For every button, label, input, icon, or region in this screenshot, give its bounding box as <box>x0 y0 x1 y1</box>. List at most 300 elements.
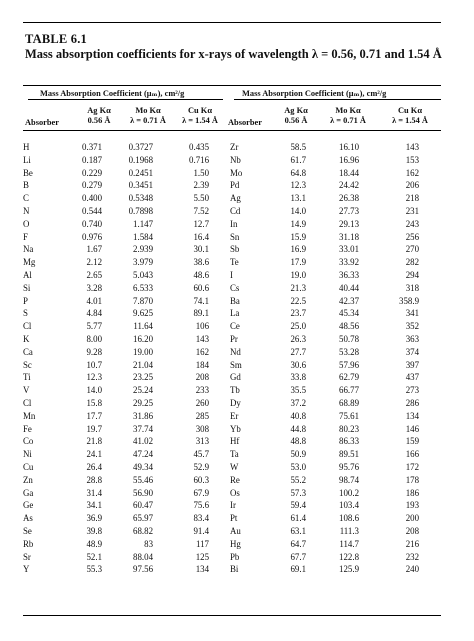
mo-value-cell: 1.584 <box>133 231 153 242</box>
header-top-rule <box>23 85 441 86</box>
mo-value-cell: 7.870 <box>133 295 153 306</box>
cu-value-cell: 12.7 <box>193 218 209 229</box>
element-cell: C <box>23 193 29 204</box>
cu-value-cell: 162 <box>195 346 209 357</box>
mo-value-cell: 37.74 <box>133 423 153 434</box>
top-rule <box>23 22 441 23</box>
ag-value-cell: 14.9 <box>290 218 306 229</box>
ag-value-cell: 1.67 <box>86 244 102 255</box>
mo-value-cell: 33.92 <box>339 257 359 268</box>
ag-value-cell: 0.400 <box>82 193 102 204</box>
ag-value-cell: 33.8 <box>290 372 306 383</box>
ag-value-cell: 3.28 <box>86 282 102 293</box>
ag-value-cell: 26.3 <box>290 333 306 344</box>
cu-value-cell: 60.6 <box>193 282 209 293</box>
mo-value-cell: 80.23 <box>339 423 359 434</box>
cu-value-cell: 240 <box>405 564 419 575</box>
ag-value-cell: 50.9 <box>290 449 306 460</box>
element-cell: Pt <box>230 513 238 524</box>
element-cell: Cd <box>230 205 241 216</box>
cu-value-cell: 52.9 <box>193 461 209 472</box>
mo-value-cell: 2.939 <box>133 244 153 255</box>
table-row <box>23 192 441 205</box>
ag-value-cell: 55.2 <box>290 474 306 485</box>
element-cell: Ni <box>23 449 32 460</box>
cu-value-cell: 146 <box>405 423 419 434</box>
element-cell: Hg <box>230 538 241 549</box>
ag-value-cell: 19.0 <box>290 269 306 280</box>
ag-value-cell: 4.84 <box>86 308 102 319</box>
mo-value-cell: 23.25 <box>133 372 153 383</box>
element-cell: Nb <box>230 154 241 165</box>
mo-header-left: Mo Kα λ = 0.71 Å <box>130 106 166 125</box>
mo-value-cell: 75.61 <box>339 410 359 421</box>
element-cell: Ge <box>23 500 34 511</box>
table-row <box>23 243 441 256</box>
ag-value-cell: 13.1 <box>290 193 306 204</box>
cu-value-cell: 7.52 <box>193 205 209 216</box>
ag-value-cell: 14.0 <box>290 205 306 216</box>
ag-value-cell: 53.0 <box>290 461 306 472</box>
table-row <box>23 474 441 487</box>
element-cell: Al <box>23 269 32 280</box>
element-cell: H <box>23 142 30 152</box>
element-cell: Si <box>23 282 31 293</box>
element-cell: N <box>23 205 30 216</box>
element-cell: As <box>23 513 33 524</box>
table-row <box>23 384 441 397</box>
mo-value-cell: 41.02 <box>133 436 153 447</box>
table-row <box>23 295 441 308</box>
element-cell: Sr <box>23 551 31 562</box>
element-cell: In <box>230 218 238 229</box>
mo-value-cell: 60.47 <box>133 500 153 511</box>
absorber-header-left: Absorber <box>25 118 59 127</box>
element-cell: Gd <box>230 372 241 383</box>
ag-value-cell: 17.7 <box>86 410 102 421</box>
ag-value-cell: 23.7 <box>290 308 306 319</box>
cu-value-cell: 294 <box>405 269 419 280</box>
mo-value-cell: 9.625 <box>133 308 153 319</box>
element-cell: P <box>23 295 28 306</box>
mo-value-cell: 66.77 <box>339 385 359 396</box>
cu-value-cell: 162 <box>405 167 419 178</box>
ag-value-cell: 57.3 <box>290 487 306 498</box>
ag-value-cell: 0.740 <box>82 218 102 229</box>
element-cell: Dy <box>230 397 241 408</box>
table-row <box>23 359 441 372</box>
mo-value-cell: 86.33 <box>339 436 359 447</box>
element-cell: Os <box>230 487 240 498</box>
element-cell: Ca <box>23 346 33 357</box>
table-row <box>23 333 441 346</box>
bottom-rule <box>23 615 441 616</box>
table-row <box>23 320 441 333</box>
table-row <box>23 461 441 474</box>
ag-value-cell: 48.9 <box>86 538 102 549</box>
mo-value-cell: 95.76 <box>339 461 359 472</box>
mo-value-cell: 89.51 <box>339 449 359 460</box>
ag-value-cell: 36.9 <box>86 513 102 524</box>
cu-value-cell: 282 <box>405 257 419 268</box>
element-cell: Hf <box>230 436 240 447</box>
ag-value-cell: 10.7 <box>86 359 102 370</box>
ag-value-cell: 25.0 <box>290 321 306 332</box>
mo-value-cell: 3.979 <box>133 257 153 268</box>
group-rule-right <box>234 99 441 100</box>
element-cell: I <box>230 269 233 280</box>
table-row <box>23 487 441 500</box>
mo-value-cell: 27.73 <box>339 205 359 216</box>
element-cell: F <box>23 231 28 242</box>
cu-value-cell: 1.50 <box>193 167 209 178</box>
cu-value-cell: 231 <box>405 205 419 216</box>
ag-value-cell: 4.01 <box>86 295 102 306</box>
mo-value-cell: 29.25 <box>133 397 153 408</box>
ag-value-cell: 2.12 <box>86 257 102 268</box>
table-row <box>23 525 441 538</box>
ag-value-cell: 15.8 <box>86 397 102 408</box>
ag-value-cell: 58.5 <box>290 142 306 152</box>
table-row <box>23 307 441 320</box>
table-row <box>23 435 441 448</box>
mo-value-cell: 6.533 <box>133 282 153 293</box>
cu-value-cell: 89.1 <box>193 308 209 319</box>
cu-value-cell: 206 <box>405 180 419 191</box>
cu-value-cell: 308 <box>195 423 209 434</box>
cu-value-cell: 159 <box>405 436 419 447</box>
ag-value-cell: 64.7 <box>290 538 306 549</box>
group-header-right: Mass Absorption Coefficient (μₘ), cm²/g <box>242 89 387 98</box>
mo-value-cell: 11.64 <box>133 321 153 332</box>
element-cell: O <box>23 218 30 229</box>
cu-value-cell: 143 <box>195 333 209 344</box>
element-cell: Zr <box>230 142 239 152</box>
ag-value-cell: 31.4 <box>86 487 102 498</box>
cu-value-cell: 273 <box>405 385 419 396</box>
element-cell: Ag <box>230 193 241 204</box>
cu-value-cell: 38.6 <box>193 257 209 268</box>
cu-value-cell: 243 <box>405 218 419 229</box>
cu-value-cell: 313 <box>195 436 209 447</box>
ag-value-cell: 37.2 <box>290 397 306 408</box>
element-cell: Be <box>23 167 33 178</box>
ag-value-cell: 35.5 <box>290 385 306 396</box>
element-cell: W <box>230 461 239 472</box>
cu-value-cell: 437 <box>405 372 419 383</box>
table-row <box>23 154 441 167</box>
mo-value-cell: 83 <box>144 538 153 549</box>
element-cell: La <box>230 308 240 319</box>
mo-value-cell: 24.42 <box>339 180 359 191</box>
cu-value-cell: 125 <box>195 551 209 562</box>
cu-value-cell: 193 <box>405 500 419 511</box>
table-row <box>23 231 441 244</box>
mo-value-cell: 114.7 <box>339 538 359 549</box>
ag-value-cell: 55.3 <box>86 564 102 575</box>
ag-value-cell: 27.7 <box>290 346 306 357</box>
cu-value-cell: 134 <box>195 564 209 575</box>
element-cell: Er <box>230 410 239 421</box>
element-cell: S <box>23 308 28 319</box>
ag-value-cell: 9.28 <box>86 346 102 357</box>
ag-value-cell: 26.4 <box>86 461 102 472</box>
element-cell: Na <box>23 244 34 255</box>
table-row <box>23 179 441 192</box>
ag-value-cell: 8.00 <box>86 333 102 344</box>
element-cell: K <box>23 333 30 344</box>
element-cell: B <box>23 180 29 191</box>
ag-value-cell: 34.1 <box>86 500 102 511</box>
element-cell: Ga <box>23 487 34 498</box>
mo-value-cell: 42.37 <box>339 295 359 306</box>
mo-value-cell: 21.04 <box>133 359 153 370</box>
table-row <box>23 205 441 218</box>
mo-value-cell: 16.10 <box>339 142 359 152</box>
mo-value-cell: 103.4 <box>339 500 359 511</box>
cu-value-cell: 143 <box>405 142 419 152</box>
ag-value-cell: 16.9 <box>290 244 306 255</box>
element-cell: Ta <box>230 449 239 460</box>
cu-value-cell: 216 <box>405 538 419 549</box>
mo-value-cell: 122.8 <box>339 551 359 562</box>
element-cell: Mg <box>23 257 36 268</box>
mo-value-cell: 19.00 <box>133 346 153 357</box>
element-cell: Cl <box>23 321 32 332</box>
element-cell: Sc <box>23 359 32 370</box>
cu-value-cell: 397 <box>405 359 419 370</box>
element-cell: Co <box>23 436 34 447</box>
table-row <box>23 563 441 576</box>
element-cell: Au <box>230 525 241 536</box>
element-cell: Y <box>23 564 30 575</box>
cu-value-cell: 2.39 <box>193 180 209 191</box>
mo-value-cell: 16.96 <box>339 154 359 165</box>
element-cell: Sb <box>230 244 240 255</box>
element-cell: Pr <box>230 333 238 344</box>
ag-value-cell: 14.0 <box>86 385 102 396</box>
mo-value-cell: 57.96 <box>339 359 359 370</box>
header-bottom-rule <box>23 130 441 131</box>
ag-value-cell: 0.229 <box>82 167 102 178</box>
element-cell: Bi <box>230 564 239 575</box>
element-cell: Sm <box>230 359 242 370</box>
table-row <box>23 397 441 410</box>
ag-value-cell: 64.8 <box>290 167 306 178</box>
cu-value-cell: 48.6 <box>193 269 209 280</box>
ag-value-cell: 30.6 <box>290 359 306 370</box>
table-row <box>23 551 441 564</box>
element-cell: Nd <box>230 346 241 357</box>
mo-value-cell: 47.24 <box>133 449 153 460</box>
element-cell: Cu <box>23 461 34 472</box>
mo-value-cell: 0.3727 <box>128 142 153 152</box>
absorber-header-right: Absorber <box>228 118 262 127</box>
ag-value-cell: 12.3 <box>86 372 102 383</box>
mo-value-cell: 29.13 <box>339 218 359 229</box>
mo-value-cell: 26.38 <box>339 193 359 204</box>
mo-value-cell: 108.6 <box>339 513 359 524</box>
cu-value-cell: 218 <box>405 193 419 204</box>
ag-value-cell: 61.4 <box>290 513 306 524</box>
cu-value-cell: 184 <box>195 359 209 370</box>
table-caption: Mass absorption coefficients for x-rays of wavelength λ = 0.56, 0.71 and 1.54 Å <box>25 47 442 61</box>
ag-value-cell: 24.1 <box>86 449 102 460</box>
mo-value-cell: 50.78 <box>339 333 359 344</box>
mo-value-cell: 98.74 <box>339 474 359 485</box>
ag-value-cell: 0.279 <box>82 180 102 191</box>
cu-value-cell: 134 <box>405 410 419 421</box>
ag-value-cell: 17.9 <box>290 257 306 268</box>
mo-value-cell: 16.20 <box>133 333 153 344</box>
mo-value-cell: 62.79 <box>339 372 359 383</box>
ag-value-cell: 15.9 <box>290 231 306 242</box>
element-cell: Yb <box>230 423 241 434</box>
cu-value-cell: 117 <box>196 538 209 549</box>
cu-value-cell: 16.4 <box>193 231 209 242</box>
ag-value-cell: 22.5 <box>290 295 306 306</box>
cu-value-cell: 5.50 <box>193 193 209 204</box>
mo-value-cell: 45.34 <box>339 308 359 319</box>
table-label: TABLE 6.1 <box>25 32 87 46</box>
mo-value-cell: 48.56 <box>339 321 359 332</box>
cu-value-cell: 91.4 <box>193 525 209 536</box>
ag-value-cell: 21.8 <box>86 436 102 447</box>
element-cell: Re <box>230 474 240 485</box>
cu-value-cell: 208 <box>405 525 419 536</box>
ag-value-cell: 39.8 <box>86 525 102 536</box>
cu-value-cell: 106 <box>195 321 209 332</box>
mo-value-cell: 31.18 <box>339 231 359 242</box>
ag-value-cell: 48.8 <box>290 436 306 447</box>
mo-value-cell: 68.89 <box>339 397 359 408</box>
cu-value-cell: 0.435 <box>189 142 209 152</box>
cu-value-cell: 83.4 <box>193 513 209 524</box>
mo-header-right: Mo Kα λ = 0.71 Å <box>330 106 366 125</box>
mo-value-cell: 25.24 <box>133 385 153 396</box>
mo-value-cell: 55.46 <box>133 474 153 485</box>
element-cell: Se <box>23 525 32 536</box>
mo-value-cell: 49.34 <box>133 461 153 472</box>
absorption-table <box>23 141 441 576</box>
ag-value-cell: 2.65 <box>86 269 102 280</box>
cu-value-cell: 60.3 <box>193 474 209 485</box>
table-row <box>23 282 441 295</box>
element-cell: Pb <box>230 551 240 562</box>
cu-value-cell: 153 <box>405 154 419 165</box>
table-row <box>23 448 441 461</box>
ag-value-cell: 52.1 <box>86 551 102 562</box>
ag-value-cell: 61.7 <box>290 154 306 165</box>
group-rule-left <box>28 99 223 100</box>
cu-value-cell: 286 <box>405 397 419 408</box>
mo-value-cell: 36.33 <box>339 269 359 280</box>
mo-value-cell: 100.2 <box>339 487 359 498</box>
ag-value-cell: 0.976 <box>82 231 102 242</box>
cu-value-cell: 186 <box>405 487 419 498</box>
table-row <box>23 346 441 359</box>
cu-value-cell: 352 <box>405 321 419 332</box>
cu-header-left: Cu Kα λ = 1.54 Å <box>182 106 218 125</box>
mo-value-cell: 0.3451 <box>128 180 153 191</box>
cu-value-cell: 30.1 <box>193 244 209 255</box>
ag-value-cell: 5.77 <box>86 321 102 332</box>
ag-value-cell: 69.1 <box>290 564 306 575</box>
element-cell: Zn <box>23 474 33 485</box>
table-row <box>23 256 441 269</box>
cu-value-cell: 74.1 <box>193 295 209 306</box>
table-row <box>23 269 441 282</box>
cu-value-cell: 363 <box>405 333 419 344</box>
cu-value-cell: 358.9 <box>399 295 419 306</box>
ag-header-left: Ag Kα 0.56 Å <box>87 106 111 125</box>
mo-value-cell: 0.2451 <box>128 167 153 178</box>
mo-value-cell: 53.28 <box>339 346 359 357</box>
cu-value-cell: 374 <box>405 346 419 357</box>
ag-value-cell: 19.7 <box>86 423 102 434</box>
mo-value-cell: 111.3 <box>339 525 359 536</box>
element-cell: Ti <box>23 372 31 383</box>
element-cell: Sn <box>230 231 240 242</box>
element-cell: Ir <box>230 500 236 511</box>
table-row <box>23 167 441 180</box>
table-row <box>23 538 441 551</box>
cu-value-cell: 208 <box>195 372 209 383</box>
ag-value-cell: 67.7 <box>290 551 306 562</box>
mo-value-cell: 88.04 <box>133 551 153 562</box>
mo-value-cell: 18.44 <box>339 167 359 178</box>
cu-value-cell: 256 <box>405 231 419 242</box>
mo-value-cell: 68.82 <box>133 525 153 536</box>
mo-value-cell: 0.7898 <box>128 205 153 216</box>
element-cell: V <box>23 385 30 396</box>
mo-value-cell: 125.9 <box>339 564 359 575</box>
mo-value-cell: 33.01 <box>339 244 359 255</box>
element-cell: Cs <box>230 282 240 293</box>
cu-value-cell: 75.6 <box>193 500 209 511</box>
ag-value-cell: 12.3 <box>290 180 306 191</box>
cu-value-cell: 178 <box>405 474 419 485</box>
mo-value-cell: 31.86 <box>133 410 153 421</box>
mo-value-cell: 40.44 <box>339 282 359 293</box>
mo-value-cell: 97.56 <box>133 564 153 575</box>
element-cell: Te <box>230 257 239 268</box>
ag-value-cell: 40.8 <box>290 410 306 421</box>
cu-value-cell: 260 <box>195 397 209 408</box>
table-row <box>23 512 441 525</box>
mo-value-cell: 65.97 <box>133 513 153 524</box>
cu-value-cell: 318 <box>405 282 419 293</box>
cu-value-cell: 233 <box>195 385 209 396</box>
table-row <box>23 499 441 512</box>
element-cell: Mo <box>230 167 243 178</box>
element-cell: Li <box>23 154 31 165</box>
cu-value-cell: 0.716 <box>189 154 209 165</box>
ag-value-cell: 44.8 <box>290 423 306 434</box>
cu-value-cell: 285 <box>195 410 209 421</box>
table-row <box>23 371 441 384</box>
cu-value-cell: 45.7 <box>193 449 209 460</box>
cu-value-cell: 166 <box>405 449 419 460</box>
table-row <box>23 410 441 423</box>
cu-header-right: Cu Kα λ = 1.54 Å <box>392 106 428 125</box>
element-cell: Fe <box>23 423 32 434</box>
cu-value-cell: 200 <box>405 513 419 524</box>
ag-value-cell: 0.544 <box>82 205 102 216</box>
table-row <box>23 218 441 231</box>
element-cell: Pd <box>230 180 240 191</box>
ag-value-cell: 28.8 <box>86 474 102 485</box>
